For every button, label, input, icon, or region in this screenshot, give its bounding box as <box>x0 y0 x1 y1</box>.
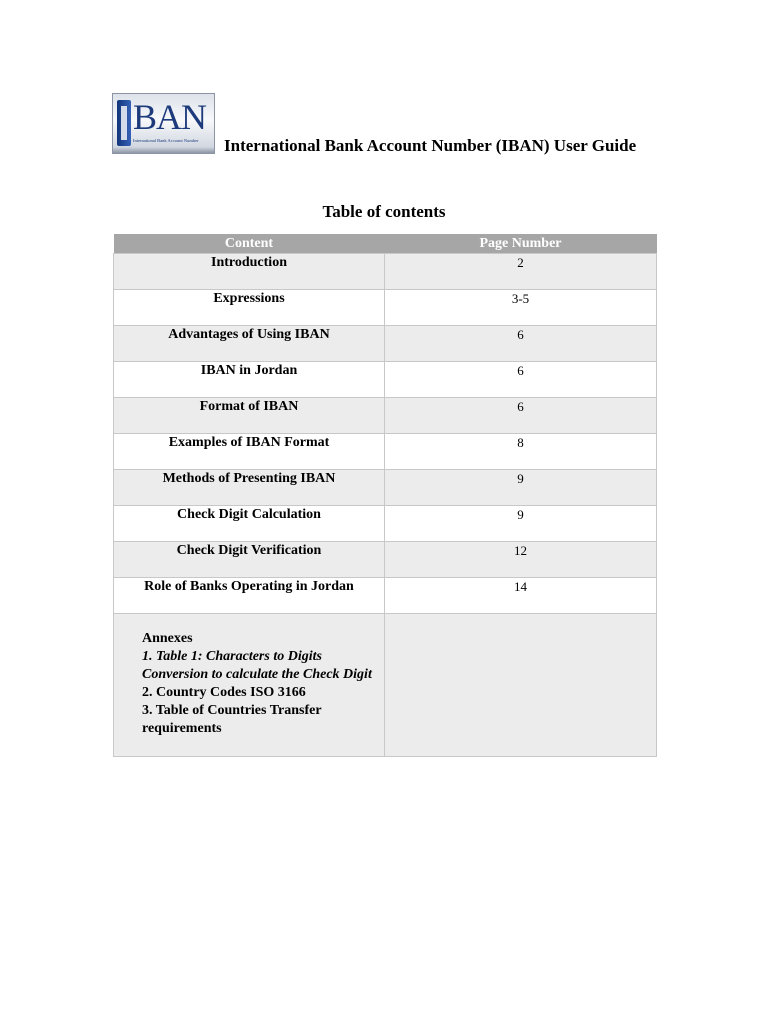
toc-heading: Table of contents <box>322 202 446 221</box>
toc-entry-page: 6 <box>385 326 657 362</box>
table-row <box>114 434 657 470</box>
toc-entry-title: Examples of IBAN Format <box>114 434 385 470</box>
annexes-page-cell <box>385 614 657 757</box>
toc-entry-title: Expressions <box>114 290 385 326</box>
table-row <box>114 506 657 542</box>
toc-entry-page: 9 <box>385 470 657 506</box>
table-row <box>114 398 657 434</box>
toc-entry-title: IBAN in Jordan <box>114 362 385 398</box>
toc-entry-page: 9 <box>385 506 657 542</box>
toc-entry-title: Advantages of Using IBAN <box>114 326 385 362</box>
table-row <box>114 362 657 398</box>
column-header-page-number: Page Number <box>385 234 657 254</box>
toc-entry-page: 6 <box>385 398 657 434</box>
annexes-cell <box>114 614 385 757</box>
toc-entry-title: Role of Banks Operating in Jordan <box>114 578 385 614</box>
annex-item: 3. Table of Countries Transfer requirements <box>142 703 322 736</box>
logo-wordmark: BAN <box>133 97 207 137</box>
table-row <box>114 542 657 578</box>
table-row <box>114 470 657 506</box>
logo-tagline: International Bank Account Number <box>133 138 199 143</box>
table-row <box>114 290 657 326</box>
toc-entry-page: 8 <box>385 434 657 470</box>
column-header-content: Content <box>114 234 385 254</box>
annexes-list <box>114 614 384 738</box>
toc-entry-page: 6 <box>385 362 657 398</box>
toc-entry-title: Check Digit Calculation <box>114 506 385 542</box>
toc-entry-title: Introduction <box>114 254 385 290</box>
table-row <box>114 578 657 614</box>
toc-entry-title: Methods of Presenting IBAN <box>114 470 385 506</box>
iban-logo <box>112 93 215 154</box>
annexes-heading: Annexes <box>142 631 193 646</box>
toc-entry-page: 3-5 <box>385 290 657 326</box>
toc-entry-page: 2 <box>385 254 657 290</box>
logo-shadow <box>113 147 214 153</box>
toc-entry-page: 14 <box>385 578 657 614</box>
toc-entry-title: Check Digit Verification <box>114 542 385 578</box>
toc-table <box>113 234 657 757</box>
logo-i-mark <box>117 100 131 146</box>
toc-entry-title: Format of IBAN <box>114 398 385 434</box>
toc-entry-page: 12 <box>385 542 657 578</box>
annexes-row <box>114 614 657 757</box>
annex-item: 1. Table 1: Characters to Digits Conversion to calculate the Check Digit <box>142 649 372 682</box>
table-row <box>114 326 657 362</box>
document-title: International Bank Account Number (IBAN) User Guide <box>224 136 637 155</box>
table-row <box>114 254 657 290</box>
annex-item: 2. Country Codes ISO 3166 <box>142 685 306 700</box>
toc-header-row <box>114 234 657 254</box>
